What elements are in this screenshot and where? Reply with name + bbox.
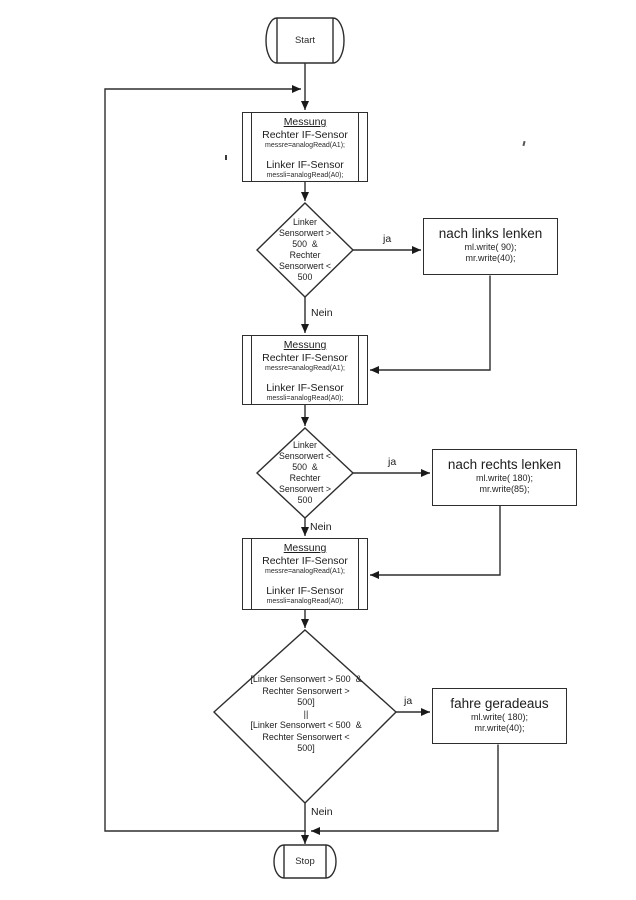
connector-action1-to-measure2 <box>370 276 490 371</box>
nein-label-3: Nein <box>311 806 333 818</box>
connector-action2-to-measure3 <box>370 506 500 576</box>
start-label: Start <box>294 35 316 46</box>
nein-label-1: Nein <box>311 307 333 319</box>
measure-box-3 <box>242 538 368 610</box>
action-code-2: mr.write(40); <box>465 253 516 263</box>
measure-title: Messung <box>283 542 327 554</box>
measure-code-left: messli=analogRead(A0); <box>266 172 344 179</box>
measure-code-right: messre=analogRead(A1); <box>265 142 345 149</box>
measure-sensor-right: Rechter IF-Sensor <box>262 352 348 364</box>
measure-sensor-right: Rechter IF-Sensor <box>262 129 348 141</box>
stop-label: Stop <box>295 856 315 867</box>
ja-label-2: ja <box>388 456 397 468</box>
action-box-left <box>423 218 558 275</box>
action-code-1: ml.write( 90); <box>464 242 517 252</box>
nein-label-2: Nein <box>310 521 332 533</box>
ja-label-1: ja <box>383 233 392 245</box>
measure-sensor-left: Linker IF-Sensor <box>266 585 344 597</box>
measure-code-right: messre=analogRead(A1); <box>265 568 345 575</box>
action-code-2: mr.write(40); <box>474 723 525 733</box>
measure-box-2 <box>242 335 368 405</box>
action-title: nach rechts lenken <box>447 457 562 472</box>
action-box-right <box>432 449 577 506</box>
action-box-straight <box>432 688 567 744</box>
measure-title: Messung <box>283 339 327 351</box>
action-code-1: ml.write( 180); <box>470 712 528 722</box>
measure-sensor-right: Rechter IF-Sensor <box>262 555 348 567</box>
action-title: fahre geradeaus <box>450 696 549 711</box>
measure-title: Messung <box>283 116 327 128</box>
ja-label-3: ja <box>404 695 413 707</box>
measure-sensor-left: Linker IF-Sensor <box>266 382 344 394</box>
measure-sensor-left: Linker IF-Sensor <box>266 159 344 171</box>
decision-3-text: [Linker Sensorwert > 500 & Rechter Sensorwert > 500] || [Linker Sensorwert < 500 & Rechter Sensorwert < 500] <box>250 674 362 753</box>
decision-2-text: Linker Sensorwert < 500 & Rechter Sensorwert > 500 <box>278 440 332 505</box>
measure-code-left: messli=analogRead(A0); <box>266 598 344 605</box>
measure-box-1 <box>242 112 368 182</box>
action-code-2: mr.write(85); <box>479 484 530 494</box>
stray-mark-left <box>225 155 227 160</box>
measure-code-left: messli=analogRead(A0); <box>266 395 344 402</box>
action-code-1: ml.write( 180); <box>475 473 533 483</box>
measure-code-right: messre=analogRead(A1); <box>265 365 345 372</box>
decision-1-text: Linker Sensorwert > 500 & Rechter Sensorwert < 500 <box>278 217 332 282</box>
action-title: nach links lenken <box>438 226 543 241</box>
